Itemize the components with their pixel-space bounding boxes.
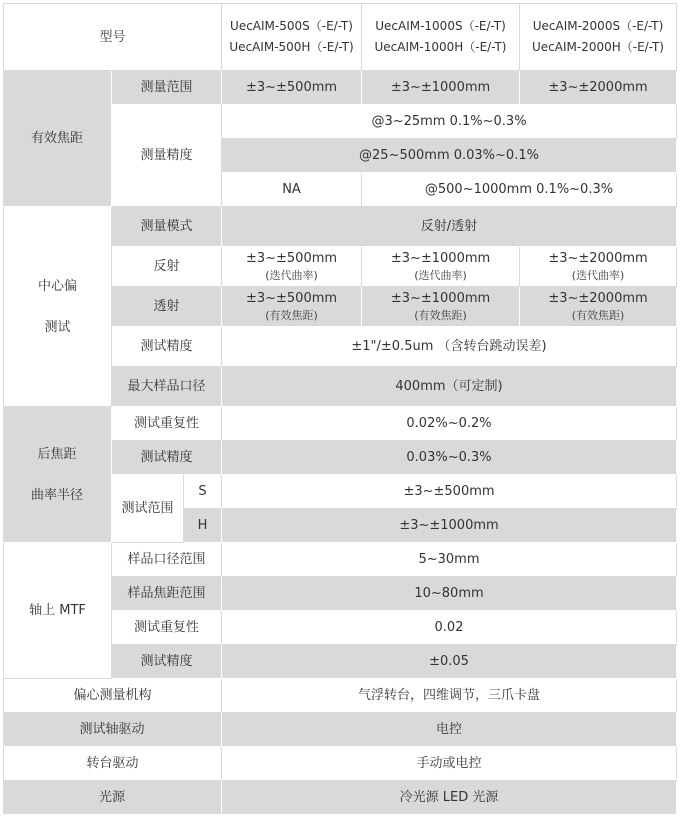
centering-transmit-500 — [222, 287, 362, 327]
mtf-aperture-value — [222, 543, 677, 577]
bfl-repeat-value-text: 0.02%~0.2% — [406, 416, 492, 431]
transmit-1000-note: (有效焦距) — [414, 309, 467, 322]
mtf-repeat-value — [222, 611, 677, 645]
light-source-value-text: 冷光源 LED 光源 — [399, 790, 499, 805]
bottom-value-light-source — [222, 781, 677, 815]
bfl-repeat-value — [222, 407, 677, 441]
mechanism-value-text: 气浮转台，四维调节，三爪卡盘 — [357, 688, 540, 703]
efl-group-text: 有效焦距 — [30, 131, 83, 146]
centering-mode-label-text: 测量模式 — [140, 219, 193, 234]
model-header-label — [3, 3, 222, 71]
model-2000-line2: UecAIM-2000H（-E/-T) — [532, 40, 664, 54]
mtf-repeat-value-text: 0.02 — [434, 620, 464, 635]
bottom-label-axis-drive — [3, 713, 222, 747]
model-1000-line1: UecAIM-1000S（-E/-T) — [375, 19, 506, 33]
model-header-500 — [222, 3, 362, 71]
bfl-range-label — [112, 475, 184, 543]
bottom-label-light-source — [3, 781, 222, 815]
centering-group-line2: 测试 — [44, 319, 71, 335]
mtf-accuracy-value-text: ±0.05 — [429, 654, 469, 669]
model-2000-line1: UecAIM-2000S（-E/-T) — [532, 19, 664, 33]
efl-accuracy-label-text: 测量精度 — [140, 148, 193, 163]
efl-range-1000-text: ±3~±1000mm — [390, 80, 491, 95]
reflect-500-value: ±3~±500mm — [245, 251, 338, 266]
bfl-range-label-text: 测试范围 — [121, 501, 174, 516]
bfl-accuracy-label — [112, 441, 222, 475]
centering-reflect-2000 — [520, 247, 677, 287]
centering-reflect-label-text: 反射 — [153, 259, 180, 274]
centering-transmit-label — [112, 287, 222, 327]
bottom-value-axis-drive — [222, 713, 677, 747]
efl-range-2000-text: ±3~±2000mm — [548, 80, 648, 95]
mtf-aperture-label-text: 样品口径范围 — [127, 552, 206, 567]
mtf-repeat-label — [112, 611, 222, 645]
efl-accuracy-na — [222, 173, 362, 207]
mtf-focal-label — [112, 577, 222, 611]
bfl-repeat-label — [112, 407, 222, 441]
bottom-label-mechanism — [3, 679, 222, 713]
bfl-h-label-text: H — [197, 518, 208, 533]
bfl-s-label — [184, 475, 222, 509]
bottom-label-turntable-drive — [3, 747, 222, 781]
bfl-s-label-text: S — [198, 484, 207, 499]
centering-transmit-label-text: 透射 — [153, 299, 180, 314]
model-500-line2: UecAIM-500H（-E/-T) — [229, 40, 354, 54]
centering-accuracy-label-text: 测试精度 — [140, 339, 193, 354]
mtf-accuracy-label — [112, 645, 222, 679]
bfl-h-value — [222, 509, 677, 543]
mtf-focal-value-text: 10~80mm — [414, 586, 484, 601]
model-1000-line2: UecAIM-1000H（-E/-T) — [374, 40, 507, 54]
turntable-drive-label-text: 转台驱动 — [86, 756, 139, 771]
efl-range-label-text: 测量范围 — [140, 80, 193, 95]
bfl-s-value — [222, 475, 677, 509]
mtf-aperture-value-text: 5~30mm — [418, 552, 480, 567]
efl-accuracy-row1 — [222, 105, 677, 139]
centering-reflect-label — [112, 247, 222, 287]
efl-range-2000 — [520, 71, 677, 105]
reflect-2000-value: ±3~±2000mm — [548, 251, 648, 266]
centering-aperture-value-text: 400mm（可定制) — [395, 379, 503, 394]
bfl-accuracy-value-text: 0.03%~0.3% — [406, 450, 492, 465]
efl-range-500 — [222, 71, 362, 105]
bfl-accuracy-value — [222, 441, 677, 475]
efl-acc3-na-text: NA — [282, 182, 301, 197]
centering-aperture-value — [222, 367, 677, 407]
efl-accuracy-label — [112, 105, 222, 207]
centering-transmit-1000 — [362, 287, 520, 327]
centering-accuracy-value — [222, 327, 677, 367]
centering-accuracy-label — [112, 327, 222, 367]
transmit-2000-note: (有效焦距) — [571, 309, 625, 322]
efl-acc2-text: @25~500mm 0.03%~0.1% — [359, 148, 539, 163]
light-source-label-text: 光源 — [98, 790, 125, 805]
mtf-focal-value — [222, 577, 677, 611]
model-header-2000 — [520, 3, 677, 71]
efl-acc1-text: @3~25mm 0.1%~0.3% — [371, 114, 527, 129]
centering-mode-label — [112, 207, 222, 247]
efl-range-500-text: ±3~±500mm — [245, 80, 338, 95]
model-label-text: 型号 — [99, 29, 126, 45]
reflect-1000-note: (迭代曲率) — [414, 269, 467, 282]
bfl-s-value-text: ±3~±500mm — [403, 484, 495, 499]
centering-aperture-label-text: 最大样品口径 — [127, 379, 206, 394]
centering-reflect-500 — [222, 247, 362, 287]
mtf-group-label — [3, 543, 112, 679]
reflect-500-note: (迭代曲率) — [265, 269, 318, 282]
centering-group-line1: 中心偏 — [37, 278, 77, 294]
bfl-repeat-label-text: 测试重复性 — [133, 416, 199, 431]
mtf-aperture-label — [112, 543, 222, 577]
bfl-group-label — [3, 407, 112, 543]
centering-aperture-label — [112, 367, 222, 407]
axis-drive-label-text: 测试轴驱动 — [79, 722, 145, 737]
model-header-1000 — [362, 3, 520, 71]
reflect-2000-note: (迭代曲率) — [571, 269, 625, 282]
transmit-500-note: (有效焦距) — [265, 309, 318, 322]
centering-mode-value — [222, 207, 677, 247]
axis-drive-value-text: 电控 — [435, 722, 462, 737]
bfl-accuracy-label-text: 测试精度 — [140, 450, 193, 465]
bfl-h-label — [184, 509, 222, 543]
transmit-500-value: ±3~±500mm — [245, 291, 338, 306]
bfl-group-line2: 曲率半径 — [30, 487, 83, 503]
efl-acc3-text: @500~1000mm 0.1%~0.3% — [424, 182, 614, 197]
mtf-focal-label-text: 样品焦距范围 — [127, 586, 206, 601]
transmit-1000-value: ±3~±1000mm — [390, 291, 491, 306]
bfl-h-value-text: ±3~±1000mm — [399, 518, 499, 533]
centering-mode-value-text: 反射/透射 — [420, 219, 478, 234]
centering-accuracy-value-text: ±1"/±0.5um （含转台跳动误差) — [351, 339, 547, 354]
reflect-1000-value: ±3~±1000mm — [390, 251, 491, 266]
efl-accuracy-row3 — [362, 173, 677, 207]
mtf-accuracy-value — [222, 645, 677, 679]
centering-group-label — [3, 207, 112, 407]
efl-accuracy-row2 — [222, 139, 677, 173]
bottom-value-turntable-drive — [222, 747, 677, 781]
turntable-drive-value-text: 手动或电控 — [416, 756, 482, 771]
bottom-value-mechanism — [222, 679, 677, 713]
mtf-repeat-label-text: 测试重复性 — [133, 620, 199, 635]
bfl-group-line1: 后焦距 — [37, 446, 77, 462]
mechanism-label-text: 偏心测量机构 — [73, 688, 152, 703]
efl-range-label — [112, 71, 222, 105]
mtf-group-text: 轴上 MTF — [29, 603, 86, 618]
model-500-line1: UecAIM-500S（-E/-T) — [230, 19, 353, 33]
efl-group-label — [3, 71, 112, 207]
mtf-accuracy-label-text: 测试精度 — [140, 654, 193, 669]
transmit-2000-value: ±3~±2000mm — [548, 291, 648, 306]
efl-range-1000 — [362, 71, 520, 105]
centering-reflect-1000 — [362, 247, 520, 287]
centering-transmit-2000 — [520, 287, 677, 327]
